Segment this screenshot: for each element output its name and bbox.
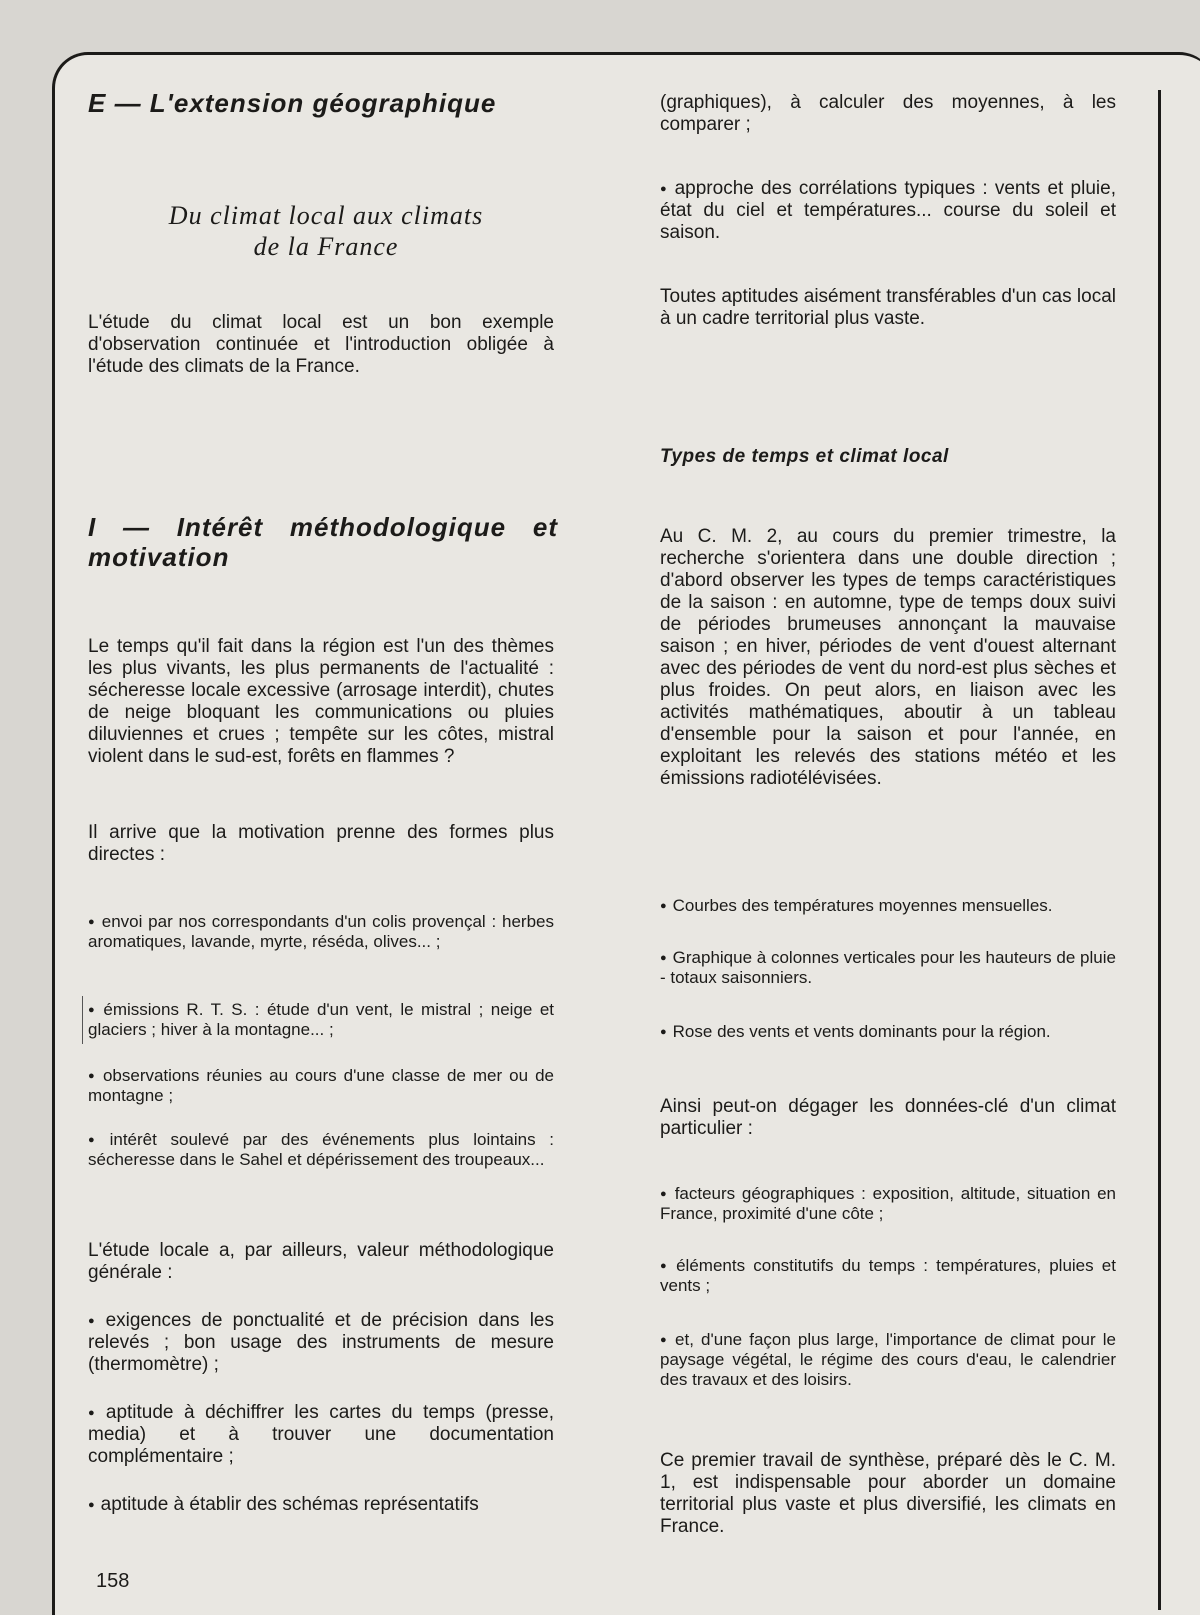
bullet-facteurs: ● facteurs géographiques : exposition, altitude, situation en France, proximité d'une côte ; xyxy=(660,1184,1116,1224)
paragraph-graphiques: (graphiques), à calculer des moyennes, à les comparer ; xyxy=(660,92,1116,135)
bullet-schemas: ● aptitude à établir des schémas représentatifs xyxy=(88,1494,554,1516)
page-frame-right xyxy=(1158,90,1161,1610)
bullet-cartes: ● aptitude à déchiffrer les cartes du temps (presse, media) et à trouver une documentation complémentaire ; xyxy=(88,1402,554,1468)
page-number: 158 xyxy=(96,1570,130,1592)
bullet-graphique: ● Graphique à colonnes verticales pour les hauteurs de pluie - totaux saisonniers. xyxy=(660,948,1116,988)
bullet-courbes: ● Courbes des températures moyennes mensuelles. xyxy=(660,896,1116,916)
bullet-classe-mer: ● observations réunies au cours d'une classe de mer ou de montagne ; xyxy=(88,1066,554,1106)
bullet-colis: ● envoi par nos correspondants d'un colis provençal : herbes aromatiques, lavande, myrte, réséda, olives... ; xyxy=(88,912,554,952)
paragraph-motivation: Il arrive que la motivation prenne des formes plus directes : xyxy=(88,822,554,865)
bullet-rts: ● émissions R. T. S. : étude d'un vent, le mistral ; neige et glaciers ; hiver à la montagne... ; xyxy=(88,1000,554,1040)
bullet-correlations: ● approche des corrélations typiques : vents et pluie, état du ciel et températures... course du soleil et saison. xyxy=(660,178,1116,244)
subtitle-line-1: Du climat local aux climats xyxy=(168,201,484,230)
section-heading: E — L'extension géographique xyxy=(88,88,497,118)
paragraph-donnees-cle: Ainsi peut-on dégager les données-clé d'un climat particulier : xyxy=(660,1096,1116,1139)
paragraph-cm2: Au C. M. 2, au cours du premier trimestre, la recherche s'orientera dans une double direction ; d'abord observer les types de temps caractéristiques de la saison : en automne, type de temps doux suivi de périodes brumeuses annonçant la mauvaise saison ; en hiver, périodes de vent d'ouest alternant avec des périodes de vent du nord-est plus sèches et plus froides. On peut alors, en liaison avec les activités mathématiques, aboutir à un tableau d'ensemble pour la saison et pour l'année, en exploitant les relevés des stations météo et les émissions radiotélévisées. xyxy=(660,526,1116,789)
intro-paragraph: L'étude du climat local est un bon exemple d'observation continuée et l'introduction obligée à l'étude des climats de la France. xyxy=(88,312,554,377)
heading-interet: I — Intérêt méthodologique et motivation xyxy=(88,512,558,572)
bullet-sahel: ● intérêt soulevé par des événements plus lointains : sécheresse dans le Sahel et dépérissement des troupeaux... xyxy=(88,1130,554,1170)
paragraph-aptitudes: Toutes aptitudes aisément transférables d'un cas local à un cadre territorial plus vaste. xyxy=(660,286,1116,329)
subheading-types-temps: Types de temps et climat local xyxy=(660,446,949,467)
bullet-elements: ● éléments constitutifs du temps : températures, pluies et vents ; xyxy=(660,1256,1116,1296)
bullet-importance: ● et, d'une façon plus large, l'importance de climat pour le paysage végétal, le régime des cours d'eau, le calendrier des travaux et des loisirs. xyxy=(660,1330,1116,1390)
margin-mark xyxy=(82,996,83,1044)
paragraph-synthese: Ce premier travail de synthèse, préparé dès le C. M. 1, est indispensable pour aborder un domaine territorial plus vaste et plus diversifié, les climats en France. xyxy=(660,1450,1116,1537)
bullet-rose-vents: ● Rose des vents et vents dominants pour la région. xyxy=(660,1022,1116,1042)
bullet-ponctualite: ● exigences de ponctualité et de précision dans les relevés ; bon usage des instruments de mesure (thermomètre) ; xyxy=(88,1310,554,1376)
subtitle-line-2: de la France xyxy=(253,232,399,261)
paragraph-methodologique: L'étude locale a, par ailleurs, valeur méthodologique générale : xyxy=(88,1240,554,1283)
paragraph-actualite: Le temps qu'il fait dans la région est l'un des thèmes les plus vivants, les plus permanents de l'actualité : sécheresse locale excessive (arrosage interdit), chutes de neige bloquant les communications ou pluies diluviennes et crues ; tempête sur les côtes, mistral violent dans le sud-est, forêts en flammes ? xyxy=(88,636,554,767)
